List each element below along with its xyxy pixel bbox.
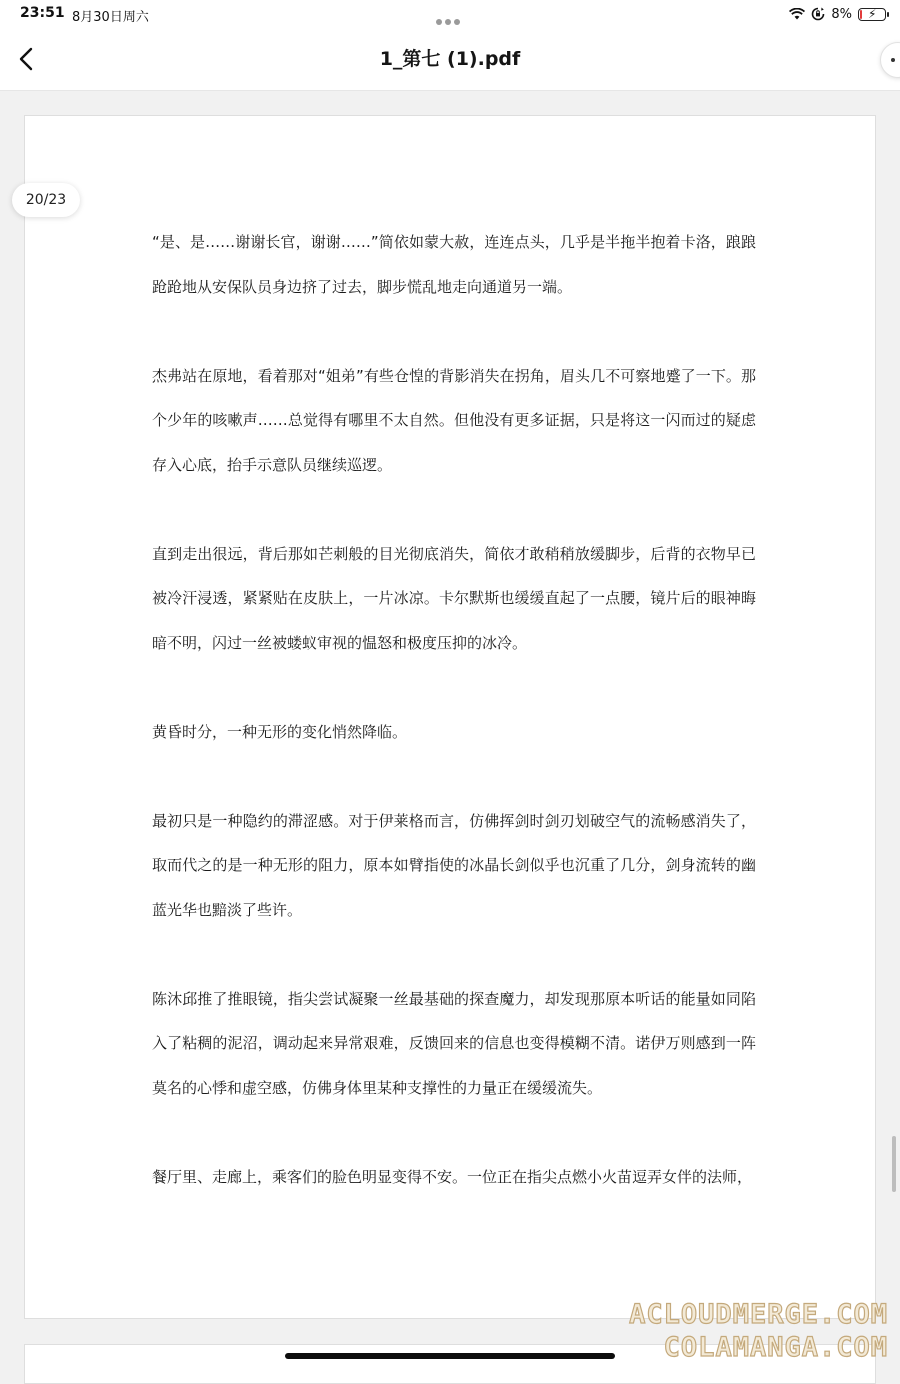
paragraph: 杰弗站在原地，看着那对“姐弟”有些仓惶的背影消失在拐角，眉头几不可察地蹙了一下。那个少年的咳嗽声……总觉得有哪里不太自然。但他没有更多证据，只是将这一闪而过的疑虑存入心底，抬手示意队员继续巡逻。 — [152, 366, 756, 474]
watermark-line-2: COLAMANGA.COM — [663, 1332, 888, 1363]
home-indicator[interactable] — [285, 1353, 615, 1359]
battery-level-fill — [860, 10, 862, 19]
paragraph: 黄昏时分，一种无形的变化悄然降临。 — [152, 722, 408, 741]
paragraph: “是、是……谢谢长官，谢谢……”简依如蒙大赦，连连点头，几乎是半拖半抱着卡洛，踉踉跄跄地从安保队员身边挤了过去，脚步慌乱地走向通道另一端。 — [152, 233, 756, 296]
paragraph: 陈沐邱推了推眼镜，指尖尝试凝聚一丝最基础的探查魔力，却发现那原本听话的能量如同陷入了粘稠的泥沼，调动起来异常艰难，反馈回来的信息也变得模糊不清。诺伊万则感到一阵莫名的心悸和虚空感，仿佛身体里某种支撑性的力量正在缓缓流失。 — [152, 989, 756, 1097]
paragraph: 最初只是一种隐约的滞涩感。对于伊莱格而言，仿佛挥剑时剑刃划破空气的流畅感消失了，取而代之的是一种无形的阻力，原本如臂指使的冰晶长剑似乎也沉重了几分，剑身流转的幽蓝光华也黯淡了些许。 — [152, 811, 756, 919]
app-header — [0, 28, 900, 91]
status-indicators — [789, 5, 886, 23]
status-date: 8月30日周六 — [72, 10, 149, 25]
page-indicator: 20/23 — [12, 183, 80, 217]
battery-icon — [858, 8, 886, 21]
document-title: 1_第七 (1).pdf — [379, 48, 521, 70]
multitasking-dots-icon[interactable] — [436, 10, 464, 18]
watermark-line-1: ACLOUDMERGE.COM — [629, 1299, 888, 1330]
more-dot-icon — [891, 58, 895, 62]
paragraph: 餐厅里、走廊上，乘客们的脸色明显变得不安。一位正在指尖点燃小火苗逗弄女伴的法师， — [152, 1167, 753, 1186]
scrollbar-thumb[interactable] — [892, 1136, 896, 1192]
orientation-lock-icon — [811, 7, 825, 21]
paragraph: 直到走出很远，背后那如芒刺般的目光彻底消失，简依才敢稍稍放缓脚步，后背的衣物早已被冷汗浸透，紧紧贴在皮肤上，一片冰凉。卡尔默斯也缓缓直起了一点腰，镜片后的眼神晦暗不明，闪过一丝被蝼蚁审视的愠怒和极度压抑的冰冷。 — [152, 544, 756, 652]
status-bar — [0, 0, 900, 28]
battery-percentage: 8% — [831, 6, 852, 22]
charging-bolt-icon: ⚡ — [868, 6, 877, 21]
status-time: 23:51 — [20, 5, 65, 21]
page-text-content — [152, 220, 756, 1244]
wifi-icon — [789, 8, 805, 20]
watermark — [629, 1298, 888, 1364]
